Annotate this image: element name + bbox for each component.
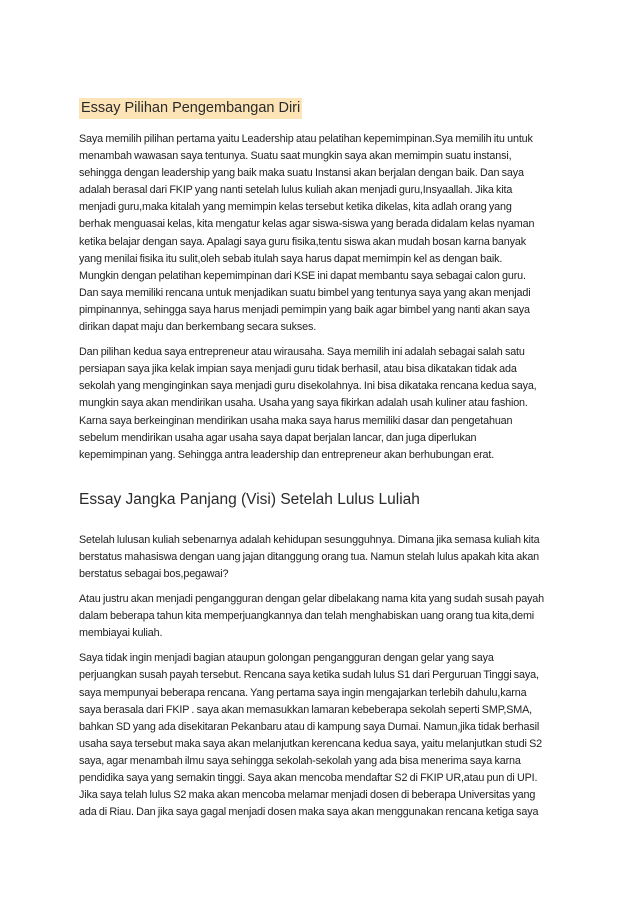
text-line: ketika belajar dengan saya. Apalagi saya guru fisika,tentu siswa akan mudah bosan karna banyak [79, 235, 526, 248]
text-line: persiapan saya jika kelak impian saya menjadi guru tidak berhasil, atau bisa dikatakan tidak ada [79, 363, 517, 376]
text-line: membiayai kuliah. [79, 627, 163, 640]
text-line: yang menilai fisika itu sulit,oleh sebab itulah saya harus dapat memimpin kel as dengan baik. [79, 252, 503, 265]
section-heading-pengembangan-diri: Essay Pilihan Pengembangan Diri [79, 98, 302, 119]
text-line: perjuangkan susah payah tersebut. Rencana saya ketika sudah lulus S1 dari Perguruan Tinggi saya, [79, 669, 539, 682]
text-line: saya mempunyai beberapa rencana. Yang pertama saya ingin mengajarkan terlebih dahulu,karna [79, 686, 527, 699]
text-line: adalah berasal dari FKIP yang nanti setelah lulus kuliah akan menjadi guru,Insyaallah. Jika kita [79, 184, 513, 197]
paragraph-pengangguran [79, 591, 565, 642]
text-line: ada di Riau. Dan jika saya gagal menjadi dosen maka saya akan menggunakan rencana ketiga saya [79, 806, 539, 819]
text-line: Saya memilih pilihan pertama yaitu Leadership atau pelatihan kepemimpinan.Sya memilih itu untuk [79, 133, 533, 145]
text-line: Jika saya telah lulus S2 maka akan mencoba melamar menjadi dosen di beberapa Universitas yang [79, 789, 536, 802]
text-line: kepemimpinan yang. Sehingga antra leadership dan entrepreneur akan berhubungan erat. [79, 448, 495, 461]
text-line: dirikan dapat maju dan berkembang secara sukses. [79, 321, 317, 334]
text-line: Karna saya berkeinginan mendirikan usaha maka saya harus memiliki dasar dan pengetahuan [79, 414, 513, 427]
paragraph-leadership [79, 131, 565, 336]
text-line: Atau justru akan menjadi pengangguran dengan gelar dibelakang nama kita yang sudah susah payah [79, 593, 545, 606]
text-line: bahkan SD yang ada disekitaran Pekanbaru atau di kampung saya Dumai. Namun,jika tidak berhasil [79, 720, 540, 733]
text-line: sebelum mendirikan usaha agar usaha saya dapat berjalan lancar, dan juga diperlukan [79, 431, 477, 444]
paragraph-entrepreneur [79, 344, 565, 464]
text-line: Dan saya memiliki rencana untuk menjadikan suatu bimbel yang tentunya saya yang akan menjadi [79, 286, 531, 299]
document-content [79, 98, 565, 829]
text-line: Dan pilihan kedua saya entrepreneur atau wirausaha. Saya memilih ini adalah sebagai salah satu [79, 346, 525, 359]
text-line: berhak menguasai kelas, kita mengatur kelas agar siswa-siswa yang berada didalam kelas nyaman [79, 218, 535, 231]
text-line: berstatus mahasiswa dengan uang jajan ditanggung orang tua. Namun stelah lulus apakah kita akan [79, 550, 540, 563]
text-line: menambah wawasan saya tentunya. Suatu saat mungkin saya akan memimpin suatu instansi, [79, 150, 512, 163]
text-line: sekolah yang menginginkan saya menjadi guru disekolahnya. Ini bisa dikataka rencana kedua saya, [79, 380, 537, 393]
text-line: dalam beberapa tahun kita memperjuangkannya dan telah menghabiskan uang orang tua kita,demi [79, 610, 535, 623]
paragraph-rencana [79, 650, 565, 821]
text-line: saya berasala dari FKIP . saya akan memasukkan lamaran kebeberapa sekolah seperti SMP,SMA, [79, 703, 533, 716]
text-line: saya, agar menambah ilmu saya sehingga sekolah-sekolah yang ada bisa menerima saya karna [79, 754, 521, 767]
text-line: sehingga dengan leadership yang baik maka suatu Instansi akan berjalan dengan baik. Dan saya [79, 167, 524, 180]
text-line: pimpinannya, sehingga saya harus menjadi pemimpin yang baik agar bimbel yang nanti akan saya [79, 303, 530, 316]
text-line: Saya tidak ingin menjadi bagian ataupun golongan pengangguran dengan gelar yang saya [79, 652, 494, 665]
text-line: berstatus sebagai bos,pegawai? [79, 567, 229, 580]
text-line: Mungkin dengan pelatihan kepemimpinan dari KSE ini dapat membantu saya sebagai calon guru. [79, 269, 526, 282]
section-heading-visi: Essay Jangka Panjang (Visi) Setelah Lulus Luliah [79, 490, 420, 508]
text-line: menjadi guru,maka kitalah yang memimpin kelas tersebut ketika dikelas, kita adlah orang yang [79, 201, 512, 214]
text-line: pendidika saya yang semakin tinggi. Saya akan mencoba mendaftar S2 di FKIP UR,atau pun di UPI. [79, 772, 538, 784]
text-line: mungkin saya akan mendirikan usaha. Usaha yang saya fikirkan adalah usah kuliner atau fashion. [79, 397, 528, 410]
paragraph-setelah-lulus [79, 532, 565, 583]
text-line: usaha saya tersebut maka saya akan melanjutkan kerencana kedua saya, yaitu melanjutkan studi S2 [79, 737, 543, 750]
text-line: Setelah lulusan kuliah sebenarnya adalah kehidupan sesungguhnya. Dimana jika semasa kuliah kita [79, 533, 540, 546]
